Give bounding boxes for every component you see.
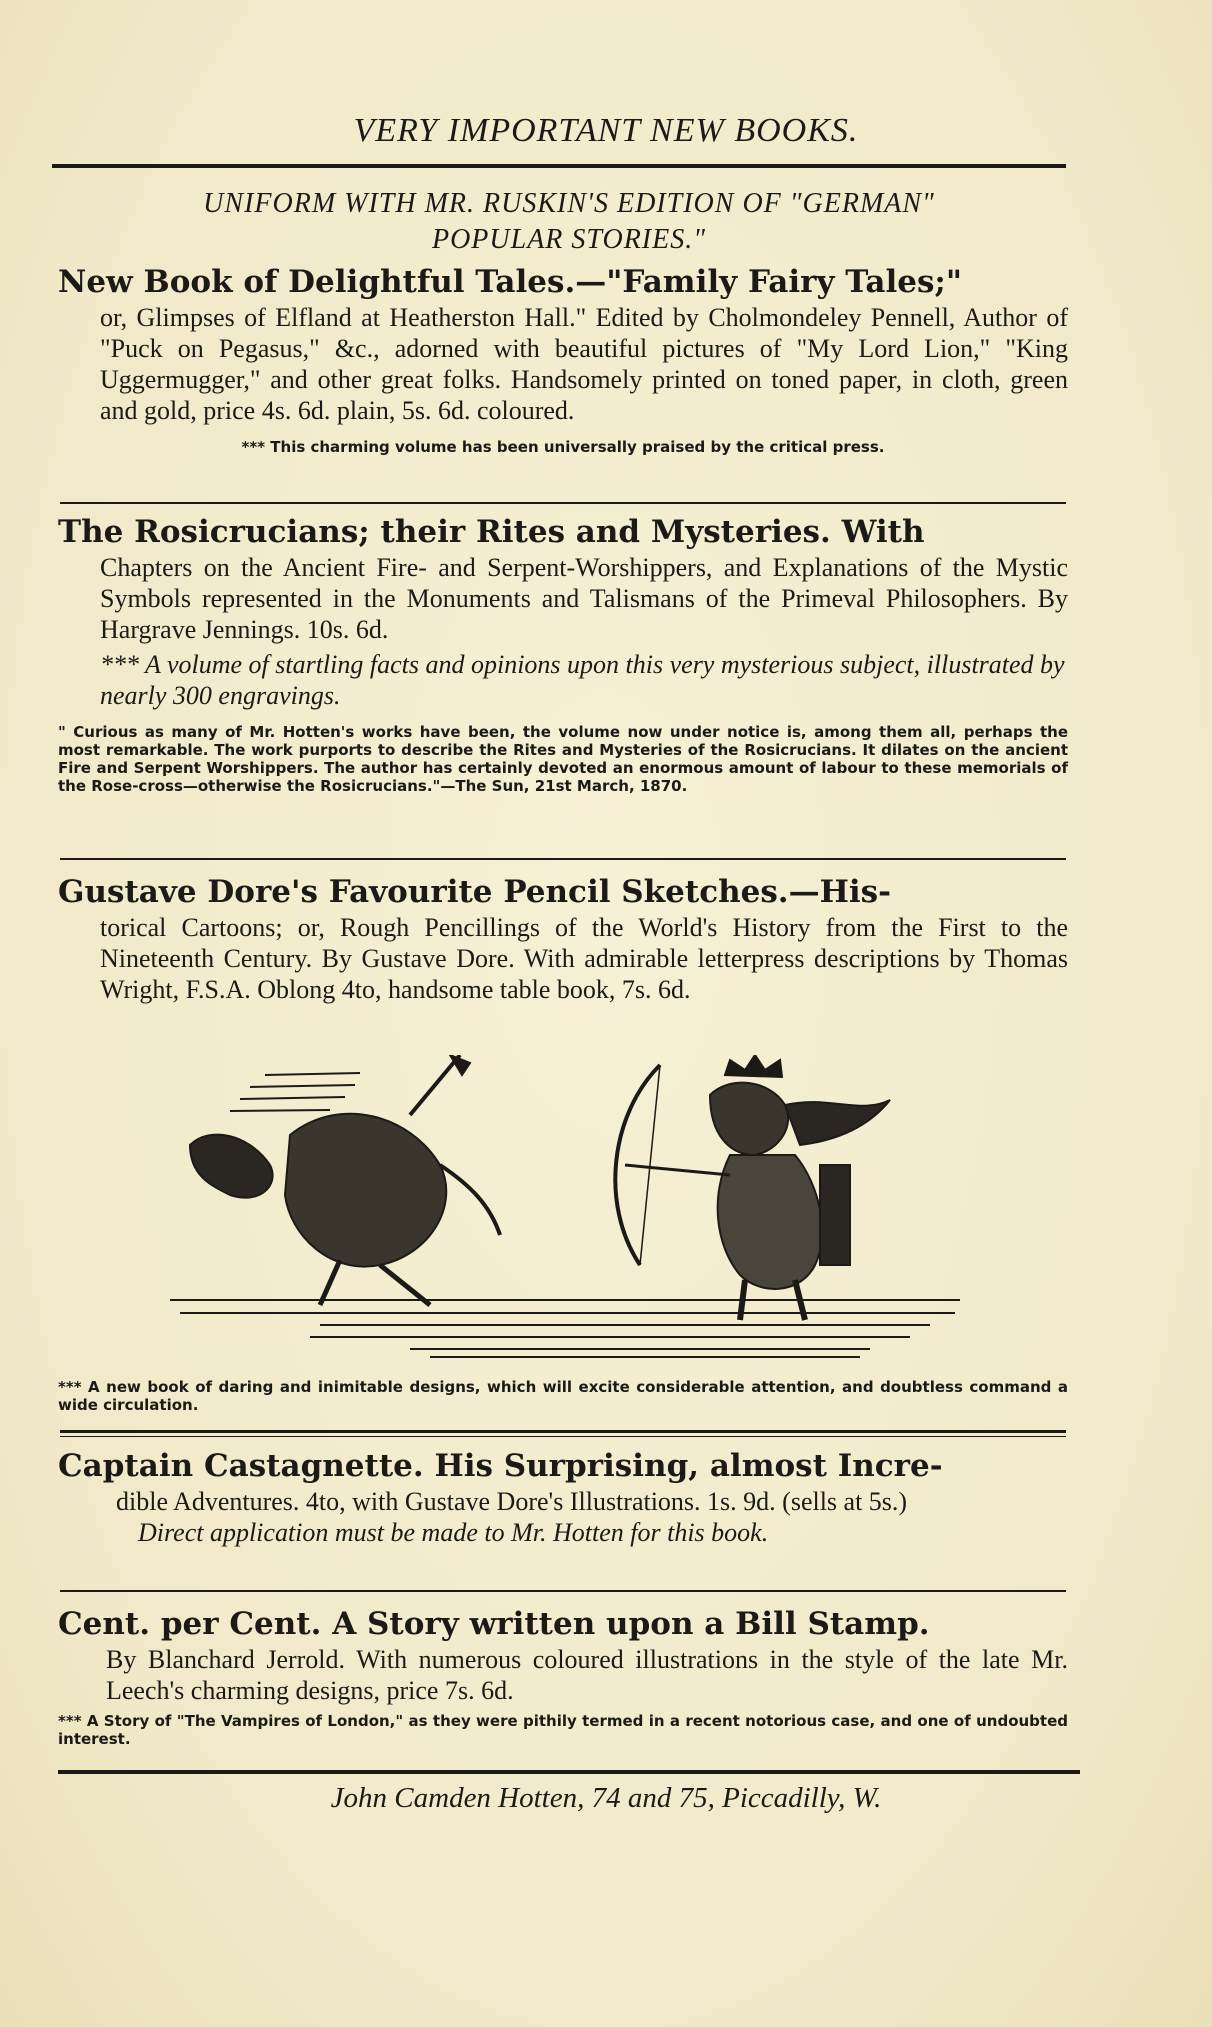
section-heading: New Book of Delightful Tales.—"Family Fairy Tales;" xyxy=(58,264,962,300)
section-heading: Cent. per Cent. A Story written upon a Bill Stamp. xyxy=(58,1606,930,1642)
section-body: torical Cartoons; or, Rough Pencillings of the World's History from the First to the Nineteenth Century. By Gustave Dore. With admirable letterpress descriptions by Thomas Wright, F.S.A. Oblong 4to, handsome table book, 7s. 6d. xyxy=(100,913,1068,1004)
section-family-fairy-tales xyxy=(58,262,1068,456)
uniform-line-2: POPULAR STORIES." xyxy=(431,224,706,255)
section-note: *** A new book of daring and inimitable designs, which will excite considerable attention, and doubtless command a wide circulation. xyxy=(58,1378,1068,1414)
section-note: *** A Story of "The Vampires of London," as they were pithily termed in a recent notorious case, and one of undoubted interest. xyxy=(58,1712,1068,1748)
section-heading: Captain Castagnette. His Surprising, almost Incre- xyxy=(58,1448,943,1484)
page-title: VERY IMPORTANT NEW BOOKS. xyxy=(353,112,859,149)
divider-rule xyxy=(60,858,1066,860)
section-heading: Gustave Dore's Favourite Pencil Sketches.—His- xyxy=(58,874,891,910)
divider-rule xyxy=(60,1590,1066,1592)
section-direct-application: Direct application must be made to Mr. Hotten for this book. xyxy=(138,1518,769,1547)
engraving-illustration-icon xyxy=(170,1055,970,1365)
uniform-line-1: UNIFORM WITH MR. RUSKIN'S EDITION OF "GERMAN" xyxy=(203,188,935,219)
section-rosicrucians xyxy=(58,512,1068,795)
section-dore-note-block xyxy=(58,1378,1068,1414)
section-quote: " Curious as many of Mr. Hotten's works have been, the volume now under notice is, among them all, perhaps the most remarkable. The work purports to describe the Rites and Mysteries of the Rosicrucians. It dilates on the ancient Fire and Serpent Worshippers. The author has certainly devoted an enormous amount of labour to these memorials of the Rose-cross—otherwise the Rosicrucians."—The Sun, 21st March, 1870. xyxy=(58,723,1068,795)
section-italic-note: *** A volume of startling facts and opinions upon this very mysterious subject, illustrated by nearly 300 engravings. xyxy=(100,650,1065,710)
header-rule xyxy=(52,164,1066,168)
section-note: *** This charming volume has been universally praised by the critical press. xyxy=(241,438,885,456)
uniform-notice xyxy=(58,186,1080,258)
divider-rule xyxy=(60,1430,1066,1433)
section-body: dible Adventures. 4to, with Gustave Dore's Illustrations. 1s. 9d. (sells at 5s.) xyxy=(116,1487,908,1516)
divider-rule xyxy=(60,502,1066,504)
section-castagnette xyxy=(58,1446,1068,1548)
footer-rule xyxy=(58,1770,1080,1774)
section-body: or, Glimpses of Elfland at Heatherston Hall." Edited by Cholmondeley Pennell, Author of "Puck on Pegasus," &c., adorned with beautiful pictures of "My Lord Lion," "King Uggermugger," and other great folks. Handsomely printed on toned paper, in cloth, green and gold, price 4s. 6d. plain, 5s. 6d. coloured. xyxy=(100,303,1068,425)
section-body: By Blanchard Jerrold. With numerous coloured illustrations in the style of the late Mr. Leech's charming designs, price 7s. 6d. xyxy=(106,1645,1068,1705)
section-cent-per-cent xyxy=(58,1604,1068,1748)
section-body: Chapters on the Ancient Fire- and Serpent-Worshippers, and Explanations of the Mystic Symbols represented in the Monuments and Talismans of the Primeval Philosophers. By Hargrave Jennings. 10s. 6d. xyxy=(100,553,1068,644)
publisher-imprint: John Camden Hotten, 74 and 75, Piccadilly, W. xyxy=(330,1782,882,1814)
section-dore-sketches xyxy=(58,872,1068,1005)
section-heading: The Rosicrucians; their Rites and Mysteries. With xyxy=(58,514,925,550)
